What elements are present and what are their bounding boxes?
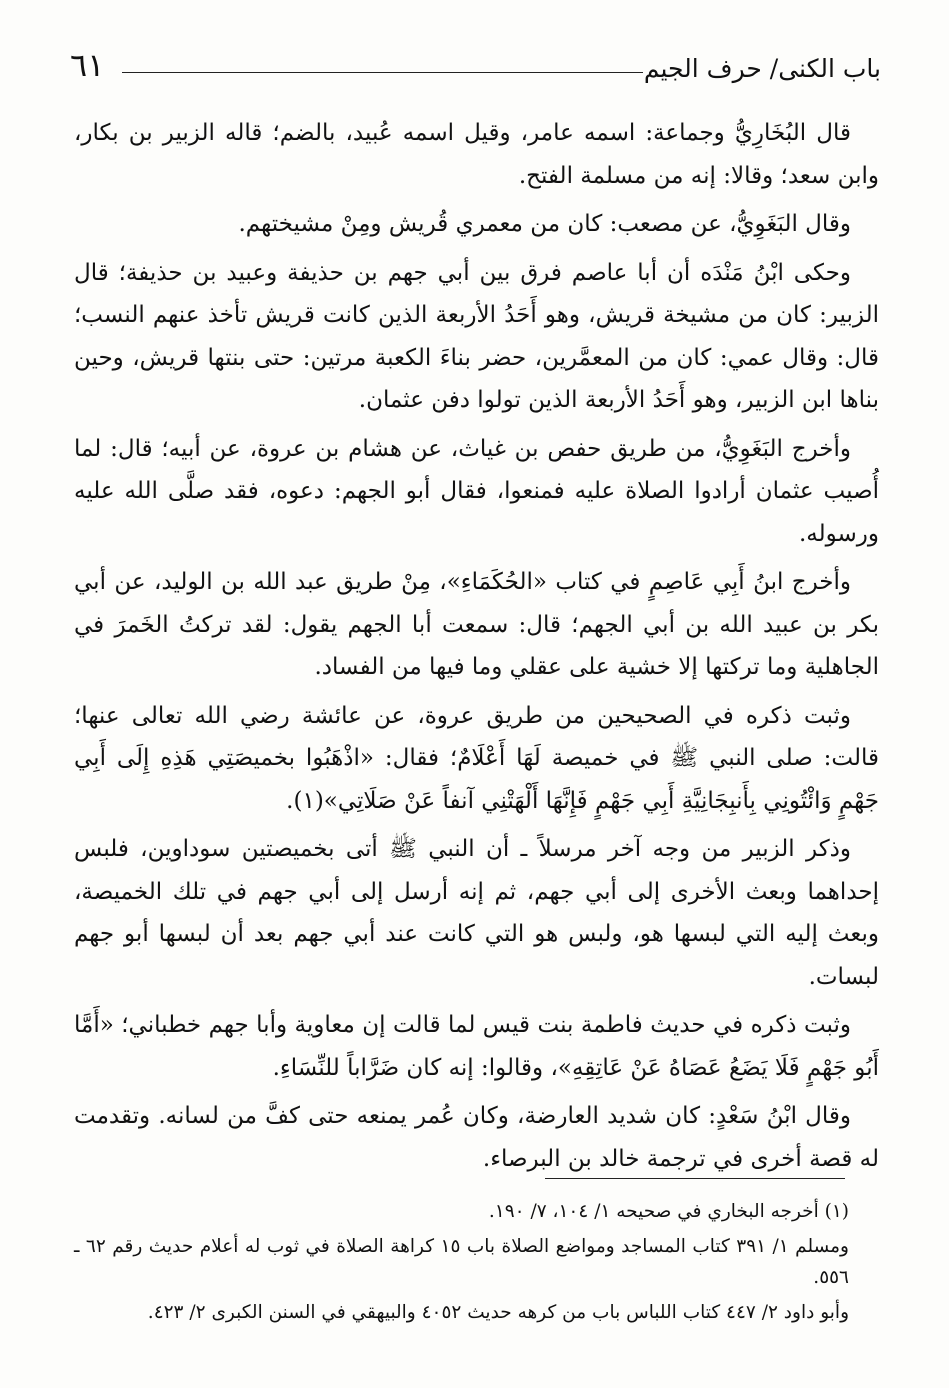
body-text xyxy=(74,112,879,1186)
paragraph: وأخرج ابنُ أَبِي عَاصِمٍ في كتاب «الحُكَمَاءِ»، مِنْ طريق عبد الله بن الوليد، عن أبي بكر بن عبيد الله بن أبي الجهم؛ قال: سمعت أبا الجهم يقول: لقد تركتُ الخَمرَ في الجاهلية وما تركتها إلا خشية على عقلي وما فيها من الفساد. xyxy=(74,569,879,680)
page-header xyxy=(70,46,881,100)
paragraph: وذكر الزبير من وجه آخر مرسلاً ـ أن النبي ﷺ أتى بخميصتين سوداوين، فلبس إحداهما وبعث الأخرى إلى أبي جهم، ثم إنه أرسل إلى أبي جهم في تلك الخميصة، وبعث إليه التي لبسها هو، ولبس هو التي كانت عند أبي جهم بعد أن لبسها أبو جهم لبسات. xyxy=(74,836,879,990)
page-number: ٦١ xyxy=(70,46,105,84)
footnote-separator xyxy=(545,1178,845,1179)
running-title: باب الكنى/ حرف الجيم xyxy=(643,54,881,83)
paragraph: وأخرج البَغَوِيُّ، من طريق حفص بن غياث، عن هشام بن عروة، عن أبيه؛ قال: لما أُصيب عثمان أرادوا الصلاة عليه فمنعوا، فقال أبو الجهم: دعوه، فقد صلَّى الله عليه ورسوله. xyxy=(74,435,879,547)
paragraph: وثبت ذكره في حديث فاطمة بنت قيس لما قالت إن معاوية وأبا جهم خطباني؛ «أَمَّا أَبُو جَهْمٍ فَلَا يَضَعُ عَصَاهُ عَنْ عَاتِقِهِ»، وقالوا: إنه كان ضَرَّاباً للنِّسَاءِ. xyxy=(74,1012,879,1081)
paragraph: وقال البَغَوِيُّ، عن مصعب: كان من معمري قُريش ومِنْ مشيختهم. xyxy=(238,211,851,237)
header-rule xyxy=(122,72,643,73)
paragraph: وثبت ذكره في الصحيحين من طريق عروة، عن عائشة رضي الله تعالى عنها؛ قالت: صلى النبي ﷺ في خميصة لَهَا أَعْلَامٌ؛ فقال: «اذْهَبُوا بخميصَتِي هَذِهِ إِلَى أَبِي جَهْمٍ وَائْتُونِي بِأَنبِجَانِيَّةِ أَبِي جَهْمٍ فَإِنَّهَا أَلْهَتْنِي آنفاً عَنْ صَلَاتِي»(١). xyxy=(74,702,879,814)
paragraph: وحكى ابْنُ مَنْدَه أن أبا عاصم فرق بين أبي جهم بن حذيفة وعبيد بن حذيفة؛ قال الزبير: كان من مشيخة قريش، وهو أَحَدُ الأربعة الذين كانت قريش تأخذ عنهم النسب؛ قال: وقال عمي: كان من المعمَّرين، حضر بناءَ الكعبة مرتين: حتى بنتها قريش، وحين بناها ابن الزبير، وهو أَحَدُ الأربعة الذين تولوا دفن عثمان. xyxy=(74,259,879,413)
footnotes xyxy=(74,1196,849,1332)
paragraph: وقال ابْنُ سَعْدٍ: كان شديد العارضة، وكان عُمر يمنعه حتى كفَّ من لسانه. وتقدمت له قصة أخرى في ترجمة خالد بن البرصاء. xyxy=(74,1103,879,1172)
footnote: (١) أخرجه البخاري في صحيحه ١/ ١٠٤، ٧/ ١٩٠. xyxy=(488,1201,849,1222)
footnote: ومسلم ١/ ٣٩١ كتاب المساجد ومواضع الصلاة باب ١٥ كراهة الصلاة في ثوب له أعلام حديث رقم ٦٢ ـ ٥٥٦. xyxy=(74,1236,849,1288)
paragraph: قال البُخَارِيُّ وجماعة: اسمه عامر، وقيل اسمه عُبيد، بالضم؛ قاله الزبير بن بكار، وابن سعد؛ وقالا: إنه من مسلمة الفتح. xyxy=(74,120,879,189)
footnote: وأبو داود ٢/ ٤٤٧ كتاب اللباس باب من كرهه حديث ٤٠٥٢ والبيهقي في السنن الكبرى ٢/ ٤٢٣. xyxy=(147,1302,849,1323)
